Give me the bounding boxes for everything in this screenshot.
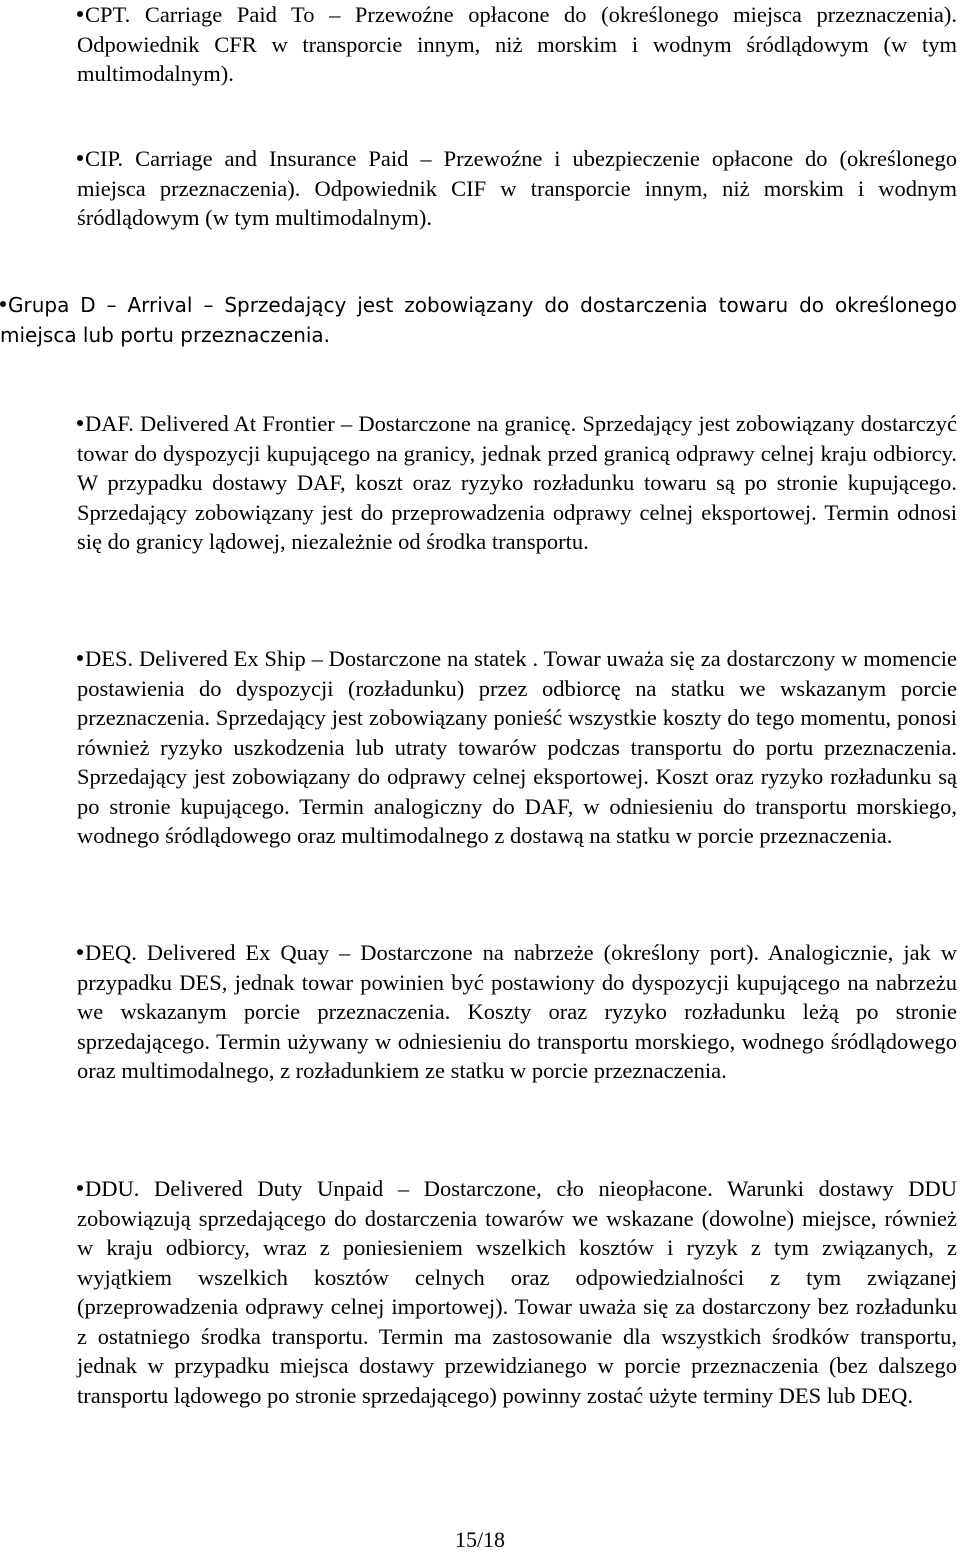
bullet-icon [77, 144, 85, 174]
bullet-icon [77, 938, 85, 968]
paragraph-daf [77, 409, 957, 557]
page-number: 15/18 [454, 1527, 506, 1552]
paragraph-deq [77, 938, 957, 1086]
bullet-icon [77, 644, 85, 674]
bullet-icon [77, 1174, 85, 1204]
paragraph-des [77, 644, 957, 851]
paragraph-cpt [77, 0, 957, 89]
paragraph-des-text: DES. Delivered Ex Ship – Dostarczone na statek . Towar uważa się za dostarczony w momencie postawienia do dyspozycji (rozładunku) przez odbiorcę na statku we wskazanym porcie przeznaczenia. Sprzedający jest zobowiązany ponieść wszystkie koszty do tego momentu, ponosi również ryzyko uszkodzenia lub utraty towarów podczas transportu do portu przeznaczenia. Sprzedający jest zobowiązany do odprawy celnej eksportowej. Koszt oraz ryzyko rozładunku są po stronie kupującego. Termin analogiczny do DAF, w odniesieniu do transportu morskiego, wodnego śródlądowego oraz multimodalnego z dostawą na statku w porcie przeznaczenia. [77, 646, 957, 848]
paragraph-ddu-text: DDU. Delivered Duty Unpaid – Dostarczone, cło nieopłacone. Warunki dostawy DDU zobowiązują sprzedającego do dostarczenia towarów we wskazane (dowolne) miejsce, również w kraju odbiorcy, wraz z poniesieniem wszelkich kosztów i ryzyk z tym związanych, z wyjątkiem wszelkich kosztów celnych oraz odpowiedzialności z tym związanej (przeprowadzenia odprawy celnej importowej). Towar uważa się za dostarczony bez rozładunku z ostatniego środka transportu. Termin ma zastosowanie dla wszystkich środków transportu, jednak w przypadku miejsca dostawy przewidzianego w porcie przeznaczenia (bez dalszego transportu lądowego po stronie sprzedającego) powinny zostać użyte terminy DES lub DEQ. [77, 1176, 957, 1408]
paragraph-grupa-d [0, 291, 957, 350]
paragraph-daf-text: DAF. Delivered At Frontier – Dostarczone na granicę. Sprzedający jest zobowiązany dostarczyć towar do dyspozycji kupującego na granicy, jednak przed granicą odprawy celnej kraju odbiorcy. W przypadku dostawy DAF, koszt oraz ryzyko rozładunku towaru są po stronie kupującego. Sprzedający zobowiązany jest do przeprowadzenia odprawy celnej eksportowej. Termin odnosi się do granicy lądowej, niezależnie od środka transportu. [77, 411, 957, 554]
paragraph-grupa-d-text: Grupa D – Arrival – Sprzedający jest zobowiązany do dostarczenia towaru do określonego miejsca lub portu przeznaczenia. [0, 293, 957, 347]
bullet-icon [0, 291, 8, 321]
paragraph-cip [77, 144, 957, 233]
bullet-icon [77, 409, 85, 439]
paragraph-cip-text: CIP. Carriage and Insurance Paid – Przewoźne i ubezpieczenie opłacone do (określonego miejsca przeznaczenia). Odpowiednik CIF w transporcie innym, niż morskim i wodnym śródlądowym (w tym multimodalnym). [77, 146, 957, 230]
paragraph-cpt-text: CPT. Carriage Paid To – Przewoźne opłacone do (określonego miejsca przeznaczenia). Odpowiednik CFR w transporcie innym, niż morskim i wodnym śródlądowym (w tym multimodalnym). [77, 2, 957, 86]
paragraph-deq-text: DEQ. Delivered Ex Quay – Dostarczone na nabrzeże (określony port). Analogicznie, jak w przypadku DES, jednak towar powinien być postawiony do dyspozycji kupującego na nabrzeżu we wskazanym porcie przeznaczenia. Koszty oraz ryzyko rozładunku leżą po stronie sprzedającego. Termin używany w odniesieniu do transportu morskiego, wodnego śródlądowego oraz multimodalnego, z rozładunkiem ze statku w porcie przeznaczenia. [77, 940, 957, 1083]
paragraph-ddu [77, 1174, 957, 1410]
bullet-icon [77, 0, 85, 30]
